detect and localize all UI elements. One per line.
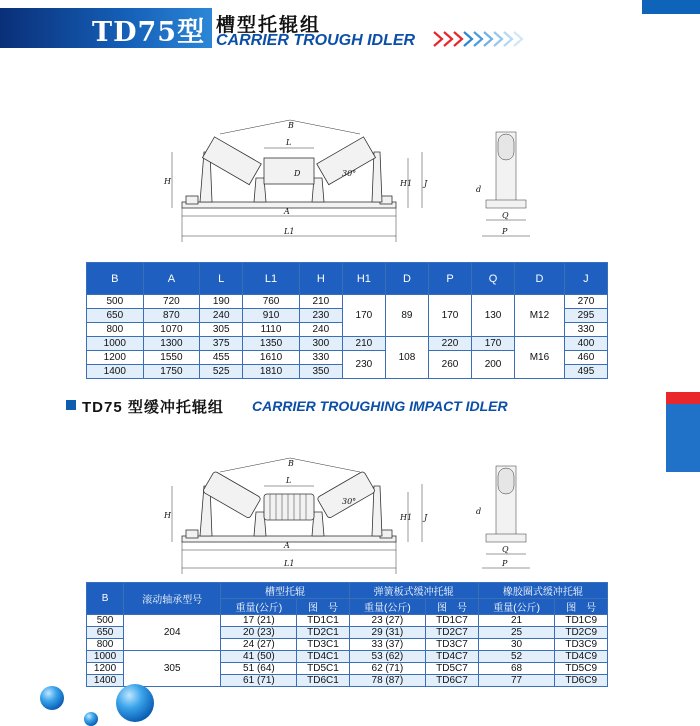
- cell: 240: [200, 309, 243, 323]
- th-weight: 重量(公斤): [221, 599, 297, 615]
- cell: 1400: [87, 365, 144, 379]
- th-A: A: [143, 263, 200, 295]
- dim-P: P: [502, 559, 508, 568]
- cell: 1070: [143, 323, 200, 337]
- cell: 24 (27): [221, 639, 297, 651]
- cell: 270: [564, 295, 607, 309]
- th-P: P: [428, 263, 471, 295]
- section2-title-en: CARRIER TROUGHING IMPACT IDLER: [252, 398, 508, 414]
- dim-H1: H1: [400, 179, 413, 188]
- cell: 350: [299, 365, 342, 379]
- dim-Q: Q: [502, 211, 509, 220]
- cell: TD1C7: [426, 615, 479, 627]
- cell: 1000: [87, 337, 144, 351]
- cell: 130: [472, 295, 515, 337]
- cell: 760: [243, 295, 300, 309]
- trough-idler-table: [86, 262, 608, 379]
- cell: 1110: [243, 323, 300, 337]
- cell: 1550: [143, 351, 200, 365]
- th-weight: 重量(公斤): [478, 599, 555, 615]
- dim-H1: H1: [400, 513, 413, 522]
- cell: 29 (31): [349, 627, 426, 639]
- cell: 52: [478, 651, 555, 663]
- cell: TD1C9: [555, 615, 608, 627]
- decor-ball: [116, 684, 154, 722]
- dim-J: J: [424, 513, 428, 522]
- dim-B: B: [288, 121, 294, 130]
- th-bolt: D: [515, 263, 565, 295]
- cell: 495: [564, 365, 607, 379]
- section-marker: [66, 400, 76, 410]
- th-drawing: 图 号: [555, 599, 608, 615]
- cell: TD4C9: [555, 651, 608, 663]
- dim-d: d: [476, 507, 482, 516]
- dim-H: H: [164, 177, 171, 186]
- cell: 375: [200, 337, 243, 351]
- dim-P: P: [502, 227, 508, 236]
- cell: 1610: [243, 351, 300, 365]
- cell: 300: [299, 337, 342, 351]
- cell: TD6C9: [555, 675, 608, 687]
- cell: TD4C1: [297, 651, 349, 663]
- cell: 78 (87): [349, 675, 426, 687]
- cell: 220: [428, 337, 471, 351]
- dim-A: A: [284, 541, 290, 550]
- cell: 170: [428, 295, 471, 337]
- cell: TD6C1: [297, 675, 349, 687]
- side-tab: [666, 392, 700, 472]
- th-H1: H1: [342, 263, 385, 295]
- cell: 295: [564, 309, 607, 323]
- decor-ball: [84, 712, 98, 726]
- th-trough: 槽型托辊: [221, 583, 349, 599]
- cell: 650: [87, 309, 144, 323]
- cell: 170: [342, 295, 385, 337]
- impact-idler-drawing: [160, 452, 560, 582]
- cell: 41 (50): [221, 651, 297, 663]
- cell: 330: [564, 323, 607, 337]
- th-B: B: [87, 263, 144, 295]
- cell: 800: [87, 639, 124, 651]
- cell: 240: [299, 323, 342, 337]
- dim-L: L: [286, 138, 292, 147]
- cell: 230: [342, 351, 385, 379]
- decor-ball: [40, 686, 64, 710]
- cell: 910: [243, 309, 300, 323]
- th-weight: 重量(公斤): [349, 599, 426, 615]
- cell: 62 (71): [349, 663, 426, 675]
- cell: TD5C7: [426, 663, 479, 675]
- cell: 190: [200, 295, 243, 309]
- cell: 30: [478, 639, 555, 651]
- th-bearing: 滚动轴承型号: [124, 583, 221, 615]
- cell: 305: [124, 651, 221, 687]
- cell: 51 (64): [221, 663, 297, 675]
- trough-idler-drawing: [160, 112, 560, 252]
- cell: 260: [428, 351, 471, 379]
- cell: TD2C9: [555, 627, 608, 639]
- th-L: L: [200, 263, 243, 295]
- cell: TD5C9: [555, 663, 608, 675]
- model-title: TD75型: [92, 17, 206, 48]
- cell: 330: [299, 351, 342, 365]
- cell: 1200: [87, 351, 144, 365]
- th-D: D: [385, 263, 428, 295]
- cell: 800: [87, 323, 144, 337]
- cell: 20 (23): [221, 627, 297, 639]
- cell: 1350: [243, 337, 300, 351]
- table-row: [87, 615, 608, 627]
- cell: 89: [385, 295, 428, 337]
- cell: 204: [124, 615, 221, 651]
- cell: 1300: [143, 337, 200, 351]
- cell: M16: [515, 337, 565, 379]
- dim-Q: Q: [502, 545, 509, 554]
- chevron-arrows-icon: [430, 30, 550, 53]
- table-row: [87, 295, 608, 309]
- cell: 1000: [87, 651, 124, 663]
- cell: 305: [200, 323, 243, 337]
- cell: 1810: [243, 365, 300, 379]
- dim-A: A: [284, 207, 290, 216]
- cell: 720: [143, 295, 200, 309]
- th-drawing: 图 号: [297, 599, 349, 615]
- cell: 230: [299, 309, 342, 323]
- cell: TD3C7: [426, 639, 479, 651]
- cell: 1750: [143, 365, 200, 379]
- cell: 210: [299, 295, 342, 309]
- th-H: H: [299, 263, 342, 295]
- th-B: B: [87, 583, 124, 615]
- cell: 21: [478, 615, 555, 627]
- th-L1: L1: [243, 263, 300, 295]
- cell: 1400: [87, 675, 124, 687]
- dim-J: J: [424, 179, 428, 188]
- table-row: [87, 337, 608, 351]
- dim-L: L: [286, 476, 292, 485]
- corner-tab: [642, 0, 700, 14]
- cell: TD6C7: [426, 675, 479, 687]
- table-row: [87, 651, 608, 663]
- dim-L1: L1: [284, 559, 295, 568]
- dim-angle: 30°: [342, 169, 357, 178]
- cell: 53 (62): [349, 651, 426, 663]
- dim-B: B: [288, 459, 294, 468]
- cell: 33 (37): [349, 639, 426, 651]
- cell: 77: [478, 675, 555, 687]
- cell: TD4C7: [426, 651, 479, 663]
- cell: 68: [478, 663, 555, 675]
- cell: 170: [472, 337, 515, 351]
- cell: TD3C1: [297, 639, 349, 651]
- impact-idler-table: [86, 582, 608, 687]
- cell: 210: [342, 337, 385, 351]
- cell: TD2C7: [426, 627, 479, 639]
- cell: 460: [564, 351, 607, 365]
- cell: 25: [478, 627, 555, 639]
- dim-d: d: [476, 185, 482, 194]
- dim-angle: 30°: [342, 497, 357, 506]
- cell: 525: [200, 365, 243, 379]
- cell: 108: [385, 337, 428, 379]
- cell: 17 (21): [221, 615, 297, 627]
- cell: 1200: [87, 663, 124, 675]
- dim-D: D: [294, 169, 301, 178]
- dim-L1: L1: [284, 227, 295, 236]
- cell: 650: [87, 627, 124, 639]
- cell: 455: [200, 351, 243, 365]
- cell: M12: [515, 295, 565, 337]
- th-drawing: 图 号: [426, 599, 479, 615]
- cell: TD5C1: [297, 663, 349, 675]
- cell: TD3C9: [555, 639, 608, 651]
- cell: 23 (27): [349, 615, 426, 627]
- th-J: J: [564, 263, 607, 295]
- th-Q: Q: [472, 263, 515, 295]
- title-cn: 槽型托辊组: [216, 15, 322, 36]
- cell: 61 (71): [221, 675, 297, 687]
- th-spring: 弹簧板式缓冲托辊: [349, 583, 478, 599]
- cell: TD2C1: [297, 627, 349, 639]
- cell: TD1C1: [297, 615, 349, 627]
- title-en: CARRIER TROUGH IDLER: [216, 32, 416, 49]
- dim-H: H: [164, 511, 171, 520]
- section2-title-cn: TD75 型缓冲托辊组: [82, 399, 224, 416]
- cell: 500: [87, 615, 124, 627]
- cell: 200: [472, 351, 515, 379]
- cell: 870: [143, 309, 200, 323]
- th-rubber: 橡胶圈式缓冲托辊: [478, 583, 607, 599]
- cell: 500: [87, 295, 144, 309]
- cell: 400: [564, 337, 607, 351]
